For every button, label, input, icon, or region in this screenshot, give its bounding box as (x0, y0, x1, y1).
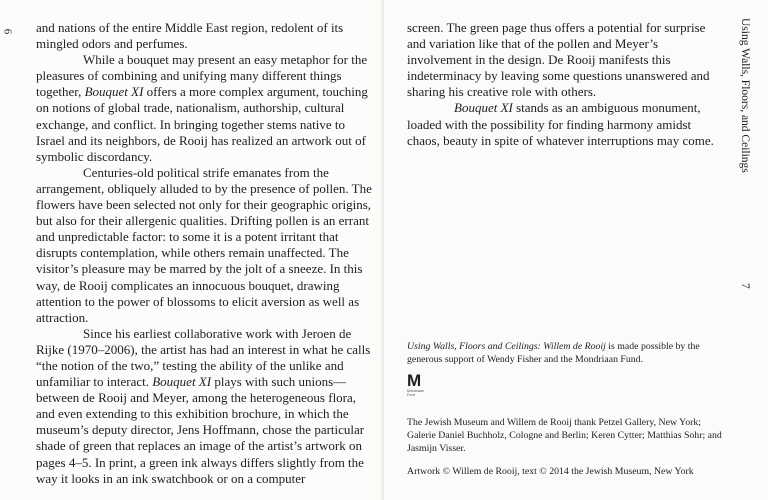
text-segment: Since his earliest collaborative work with Jeroen de Rijke (1970–2006), the artist has had an interest in what he calls “the notion of the two,” testing the ability of the unlike and unfamiliar to interact. (36, 325, 371, 390)
running-header (729, 18, 759, 298)
running-title: Using Walls, Floors, and Ceilings (739, 18, 751, 173)
text-segment: While a bouquet may present an easy metaphor for the pleasures of combining and unifying many different things together, (36, 52, 368, 100)
page-number-right: 7 (739, 283, 751, 289)
paragraph (36, 165, 376, 326)
left-body-text (36, 20, 376, 487)
text-segment: plays with such unions—between de Rooij and Meyer, among the heterogeneous flora, and even extending to this exhibition brochure, in which the museum’s deputy director, Jens Hoffmann, chose the particular shade of green that replaces an image of the artist’s artwork on pages 4–5. In print, a green ink always differs slightly from the way it looks in an ink swatchbook or on a computer (36, 374, 365, 486)
copyright-text: Artwork © Willem de Rooij, text © 2014 the Jewish Museum, New York (407, 466, 694, 477)
paragraph (36, 20, 376, 52)
text-segment: screen. The green page thus offers a potential for surprise and variation like that of the pollen and Meyer’s involvement in the design. De Rooij manifests this indeterminacy by leaving some questions unanswered and sharing his creative role with others. (407, 20, 710, 100)
artwork-title: Bouquet XI (454, 100, 513, 116)
paragraph (407, 20, 725, 100)
text-segment: is made possible by the generous support of Wendy Fisher and the Mondriaan Fund. (407, 341, 700, 365)
exhibition-title: Using Walls, Floors and Ceilings: Willem de Rooij (407, 341, 606, 352)
logo-mark: M (407, 371, 422, 390)
logo-subtext: Mondriaan Fund (407, 389, 424, 397)
text-segment: Centuries-old political strife emanates from the arrangement, obliquely alluded to by the presence of pollen. The flowers have been selected not only for their geographic origins, but also for their allergenic qualities. Drifting pollen is an errant and unpredictable factor: to some it is a potent irritant that disrupts contemplation, while others remain unaffected. The visitor’s pleasure may be marred by the jolt of a sneeze. In this way, de Rooij complicates an innocuous bouquet, drawing attention to the power of blossoms to elicit aversion as well as attraction. (36, 164, 372, 325)
paragraph (36, 52, 376, 165)
paragraph (36, 326, 376, 487)
mondriaan-fund-logo (407, 372, 433, 406)
paragraph (407, 100, 725, 148)
right-body-text (407, 20, 725, 149)
credits-block (407, 340, 725, 478)
artwork-title: Bouquet XI (152, 374, 212, 390)
thanks-text: The Jewish Museum and Willem de Rooij thank Petzel Gallery, New York; Galerie Daniel Buchholz, Cologne and Berlin; Keren Cytter; Matthias Sohr; and Jasmijn Visser. (407, 417, 722, 454)
text-segment: stands as an ambiguous monument, loaded with the possibility for finding harmony amidst chaos, beauty in spite of whatever interruptions may come. (407, 100, 714, 148)
text-segment: offers a more complex argument, touching on notions of global trade, nationalism, authorship, cultural exchange, and conflict. In bringing together stems native to Israel and its neighbors, de Rooij has realized an artwork out of symbolic discordancy. (36, 84, 368, 164)
page-number-left: 6 (1, 28, 14, 35)
text-segment: and nations of the entire Middle East region, redolent of its mingled odors and perfumes. (36, 20, 344, 52)
artwork-title: Bouquet XI (84, 84, 144, 100)
support-credit (407, 340, 725, 366)
